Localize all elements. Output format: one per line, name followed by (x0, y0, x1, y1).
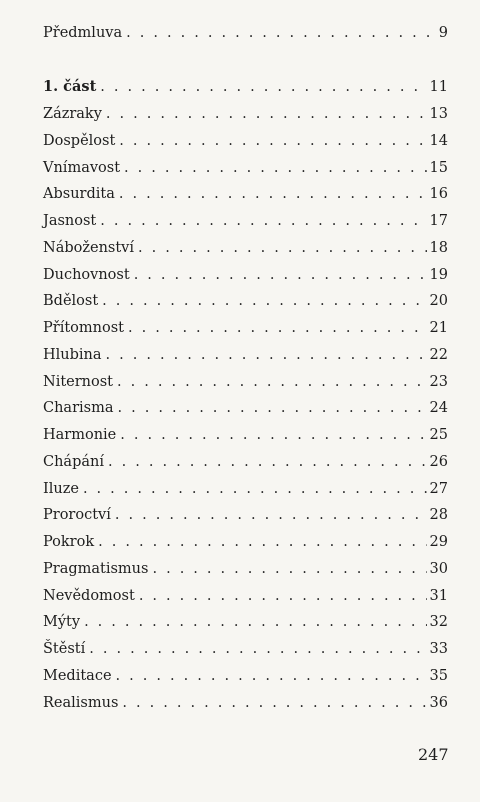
toc-entry-page: 24 (429, 400, 448, 417)
toc-entry-page: 23 (429, 373, 448, 390)
toc-entry-title: Meditace (43, 667, 112, 684)
toc-entry-title: Štěstí (43, 641, 86, 657)
toc-entry (43, 503, 448, 527)
toc-leader-dots (108, 450, 427, 474)
page-number: 247 (418, 745, 449, 764)
toc-entry-title: Hlubina (43, 346, 102, 363)
toc-entry (43, 289, 448, 313)
toc-leader-dots (122, 691, 426, 715)
toc-leader-dots (120, 423, 426, 447)
toc-entry-page: 33 (429, 641, 448, 657)
toc-leader-dots (84, 610, 426, 634)
toc-entry (43, 156, 448, 180)
toc-entry (43, 316, 448, 340)
toc-entry (43, 396, 448, 420)
toc-entry-title: Iluze (43, 480, 79, 497)
toc-entry-page: 30 (429, 560, 448, 577)
toc-entry (43, 664, 448, 688)
toc-entry-page: 36 (429, 694, 448, 711)
toc-entry-page: 14 (429, 132, 448, 149)
toc-entry (43, 584, 448, 608)
toc-entry-title: Charisma (43, 400, 114, 417)
toc-entry (43, 209, 448, 233)
toc-entry (43, 370, 448, 394)
toc-entry-title: Dospělost (43, 132, 116, 149)
toc-leader-dots (124, 156, 427, 180)
toc-leader-dots (89, 637, 426, 661)
toc-entry-title: Jasnost (43, 213, 97, 229)
toc-entry (43, 557, 448, 581)
toc-entry (43, 423, 448, 447)
toc-leader-dots (100, 75, 426, 99)
toc-entry-page: 26 (429, 453, 448, 470)
toc-entry-title: Realismus (43, 694, 119, 711)
toc-entry-title: Harmonie (43, 427, 117, 443)
toc-entry-page: 16 (429, 186, 448, 203)
toc-entry-title: Náboženství (43, 239, 135, 256)
toc-entry-preface (43, 21, 448, 45)
toc-leader-dots (117, 396, 426, 420)
toc-leader-dots (98, 530, 426, 554)
toc-entry (43, 691, 448, 715)
toc-entry-title: Pragmatismus (43, 560, 149, 577)
toc-entry-title: Niternost (43, 373, 114, 390)
toc-leader-dots (119, 129, 426, 153)
toc-entry-page: 28 (429, 507, 448, 524)
toc-entry-page: 35 (429, 667, 448, 684)
toc-entry-page: 18 (429, 239, 448, 256)
toc-entry (43, 450, 448, 474)
toc-entry-title: Přítomnost (43, 320, 124, 336)
toc-entry-page: 21 (429, 320, 448, 336)
toc-entry (43, 129, 448, 153)
toc-entry-page: 29 (429, 534, 448, 550)
toc-entry-page: 15 (429, 159, 448, 176)
toc-leader-dots (134, 263, 427, 287)
toc-leader-dots (126, 21, 436, 45)
toc-entry-title: Mýty (43, 614, 81, 631)
toc-entry (43, 236, 448, 260)
toc-entry-title: Nevědomost (43, 587, 135, 604)
toc-entry-page: 31 (429, 587, 448, 604)
toc-leader-dots (119, 182, 427, 206)
toc-entry (43, 637, 448, 661)
toc-leader-dots (102, 289, 426, 313)
toc-leader-dots (117, 370, 427, 394)
toc-entry-page: 20 (429, 293, 448, 310)
toc-entry-page: 27 (429, 480, 448, 497)
toc-leader-dots (138, 236, 427, 260)
toc-entry (43, 182, 448, 206)
toc-leader-dots (139, 584, 427, 608)
toc-entry-title: Zázraky (43, 106, 102, 122)
toc-entry-page: 13 (429, 106, 448, 122)
toc-entry-title: Absurdita (43, 186, 115, 203)
toc-entry-page: 22 (429, 346, 448, 363)
toc-leader-dots (116, 664, 427, 688)
toc-entry-title: Duchovnost (43, 266, 130, 283)
toc-entry (43, 477, 448, 501)
toc-entry-title: Vnímavost (43, 159, 121, 176)
toc-entry-page: 17 (429, 213, 448, 229)
toc-entry-title: Chápání (43, 453, 104, 470)
toc-entry (43, 530, 448, 554)
toc-leader-dots (100, 209, 426, 233)
toc-leader-dots (115, 503, 427, 527)
toc-leader-dots (106, 102, 427, 126)
toc-leader-dots (83, 477, 427, 501)
toc-entry-page: 25 (429, 427, 448, 443)
toc-entry-page: 32 (429, 614, 448, 631)
toc-entry-title: Bdělost (43, 293, 99, 310)
toc-part-title: 1. část (43, 78, 97, 95)
toc-entry-page: 9 (438, 25, 448, 41)
toc-entry (43, 610, 448, 634)
toc-entry (43, 263, 448, 287)
toc-entry-title: Proroctví (43, 507, 111, 524)
toc-leader-dots (128, 316, 427, 340)
toc-entry-page: 19 (429, 266, 448, 283)
toc-entry (43, 343, 448, 367)
toc-leader-dots (152, 557, 426, 581)
toc-part-heading (43, 75, 448, 99)
toc-entry (43, 102, 448, 126)
toc-leader-dots (106, 343, 427, 367)
toc-entry-title: Pokrok (43, 534, 95, 550)
toc-entry-title: Předmluva (43, 25, 123, 41)
toc-part-page: 11 (429, 79, 448, 95)
